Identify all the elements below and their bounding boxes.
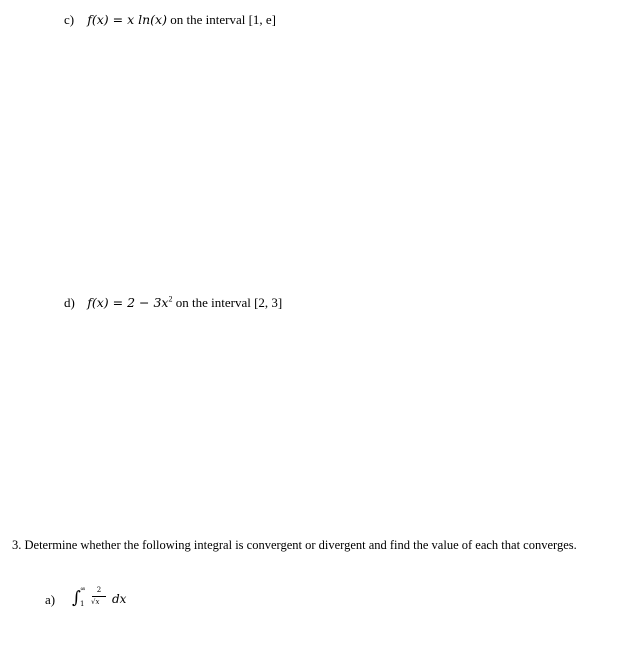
integral-lower-limit: 1	[80, 600, 85, 608]
problem-d	[64, 295, 282, 311]
fraction-denominator: √x	[91, 598, 100, 606]
problem-d-label: d)	[64, 295, 75, 310]
fraction-bar	[92, 596, 106, 597]
integral-a-label: a)	[45, 592, 56, 607]
problem-d-equals: =	[108, 295, 128, 310]
question-3: 3. Determine whether the following integral is convergent or divergent and find the value of each that converges.	[12, 538, 577, 552]
problem-c-expression: x ln(x)	[127, 12, 167, 27]
fraction-numerator: 2	[96, 586, 102, 594]
integral-sign: ∫	[72, 588, 81, 608]
integral-differential: dx	[112, 592, 127, 606]
problem-c-label: c)	[64, 12, 75, 27]
problem-c	[64, 12, 276, 28]
integral-a-expression	[72, 585, 132, 613]
problem-d-expression: 2 − 3x	[127, 295, 169, 310]
problem-d-interval: on the interval [2, 3]	[172, 295, 283, 310]
problem-c-interval: on the interval [1, e]	[166, 12, 276, 27]
problem-c-equals: =	[108, 12, 128, 27]
problem-c-function: f(x)	[87, 12, 109, 27]
integral-upper-limit: ∞	[80, 585, 86, 593]
problem-d-exponent: 2	[168, 294, 173, 304]
problem-d-function: f(x)	[87, 295, 109, 310]
